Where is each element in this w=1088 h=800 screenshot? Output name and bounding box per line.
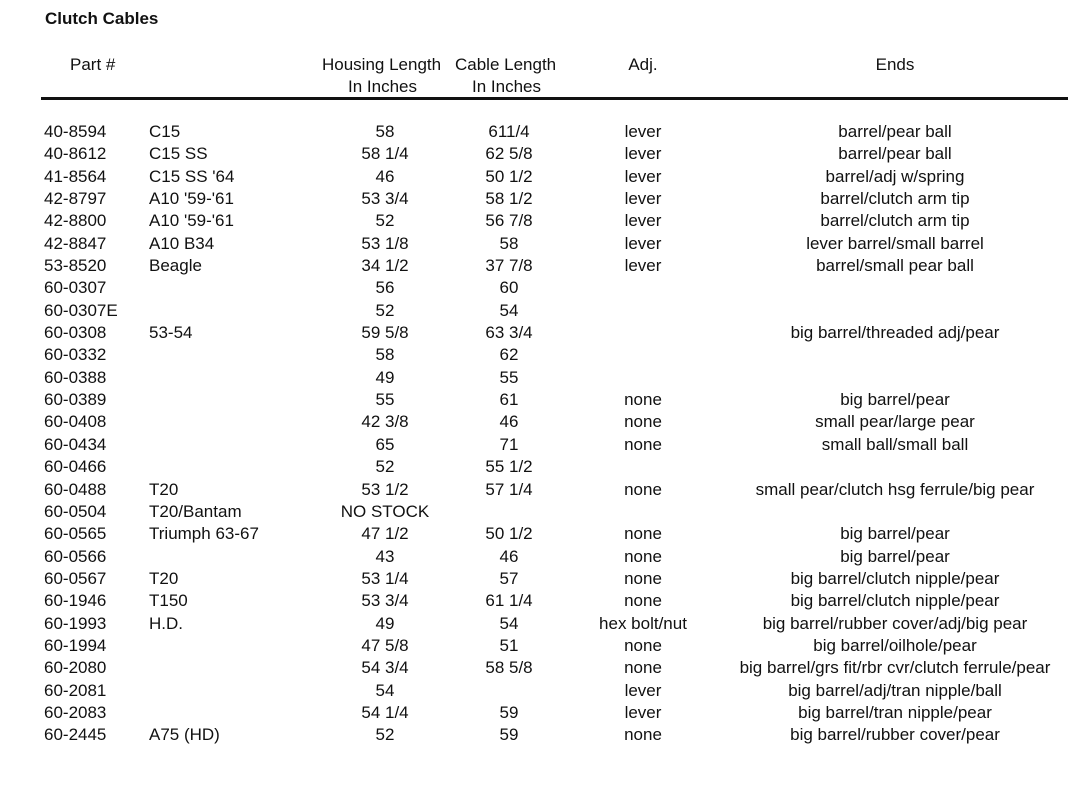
cell-cable-length: 56 7/8 [485,211,533,231]
cell-part-number: 60-0388 [44,367,107,387]
cell-housing-length: 54 1/4 [361,702,409,722]
header-housing-units: In Inches [348,77,417,96]
cell-ends: big barrel/grs fit/rbr cvr/clutch ferrule/pear [739,658,1051,678]
cell-ends: small pear/clutch hsg ferrule/big pear [755,479,1035,499]
cell-part-number: 60-0567 [44,568,107,588]
header-cable-length: Cable Length [455,55,557,74]
cell-adjuster: lever [624,122,662,141]
cell-part-number: 60-2083 [44,702,107,722]
cell-housing-length: 53 3/4 [361,591,409,611]
table-row [0,680,1088,702]
cell-housing-length: 52 [375,725,395,745]
header-housing-length: Housing Length [322,55,442,74]
table-row [0,456,1088,478]
cell-part-number: 60-1994 [44,635,107,655]
cell-adjuster: lever [624,702,662,722]
cell-model: Beagle [149,256,202,276]
cell-part-number: 60-1993 [44,613,107,633]
cell-housing-length: 53 3/4 [361,189,409,209]
cell-housing-length: 58 1/4 [361,144,409,164]
cell-part-number: 60-2445 [44,725,107,745]
cell-ends: big barrel/pear [840,390,950,410]
cell-adjuster: none [624,412,662,432]
cell-adjuster: none [624,390,662,410]
cell-adjuster: hex bolt/nut [599,613,687,633]
cell-part-number: 60-0307E [44,300,118,320]
cell-cable-length: 55 [499,367,519,387]
cell-adjuster: none [624,658,662,678]
cell-part-number: 40-8594 [44,122,107,141]
cell-housing-length: 43 [375,546,395,566]
cell-cable-length: 46 [499,412,519,432]
cell-ends: barrel/pear ball [838,122,952,141]
cell-ends: big barrel/pear [840,546,950,566]
cell-housing-length: 49 [375,367,395,387]
cell-adjuster: lever [624,211,662,231]
table-row [0,590,1088,612]
cell-ends: big barrel/adj/tran nipple/ball [788,680,1002,700]
table-row [0,367,1088,389]
cell-part-number: 60-0307 [44,278,107,298]
cell-part-number: 41-8564 [44,166,107,186]
cell-cable-length: 60 [499,278,519,298]
cell-cable-length: 54 [499,300,519,320]
table-row [0,613,1088,635]
cell-ends: small pear/large pear [815,412,975,432]
table-row [0,568,1088,590]
header-divider [41,97,1068,100]
cell-housing-length: 49 [375,613,395,633]
cell-cable-length: 57 1/4 [485,479,533,499]
cell-part-number: 60-0488 [44,479,107,499]
table-row [0,188,1088,210]
cell-housing-length: 56 [375,278,395,298]
table-row [0,210,1088,232]
cell-adjuster: lever [624,189,662,209]
cell-cable-length: 58 5/8 [485,658,533,678]
cell-cable-length: 46 [499,546,519,566]
table-row [0,233,1088,255]
cell-ends: small ball/small ball [821,434,969,454]
cell-model: A10 '59-'61 [149,189,234,209]
cell-housing-length: 47 5/8 [361,635,409,655]
cell-ends: big barrel/rubber cover/pear [790,725,1000,745]
header-part: Part # [70,55,116,74]
cell-part-number: 60-2080 [44,658,107,678]
cell-model: A10 B34 [149,233,215,253]
header-adj: Adj. [628,55,658,74]
cell-model: 53-54 [149,323,193,343]
cell-cable-length: 611/4 [488,122,530,141]
cell-housing-length: 53 1/2 [361,479,409,499]
cell-ends: big barrel/clutch nipple/pear [790,568,1000,588]
table-row [0,635,1088,657]
cell-ends: big barrel/clutch nipple/pear [790,591,1000,611]
cell-adjuster: lever [624,680,662,700]
cell-housing-length: 54 [375,680,395,700]
cell-model: T20 [149,479,179,499]
cell-cable-length: 59 [499,725,519,745]
cell-housing-length: 65 [375,434,395,454]
cell-ends: barrel/small pear ball [816,256,974,276]
cell-cable-length: 63 3/4 [485,323,533,343]
table-row [0,322,1088,344]
cell-ends: big barrel/oilhole/pear [813,635,977,655]
cell-ends: big barrel/pear [840,524,950,544]
cell-housing-length: 55 [375,390,395,410]
cell-part-number: 40-8612 [44,144,107,164]
cell-cable-length: 62 [499,345,519,365]
cell-model: T20/Bantam [149,501,242,521]
cell-cable-length: 50 1/2 [485,166,533,186]
cell-model: A10 '59-'61 [149,211,234,231]
table-row [0,389,1088,411]
table-row [0,479,1088,501]
cell-cable-length: 54 [499,613,519,633]
cell-housing-length: NO STOCK [340,501,430,521]
cell-housing-length: 46 [375,166,395,186]
cell-adjuster: none [624,568,662,588]
cell-housing-length: 58 [375,345,395,365]
cell-cable-length: 57 [499,568,519,588]
cell-part-number: 60-0434 [44,434,107,454]
cell-cable-length: 37 7/8 [485,256,533,276]
cell-adjuster: none [624,546,662,566]
cell-cable-length: 62 5/8 [485,144,533,164]
table-row [0,300,1088,322]
cell-housing-length: 53 1/4 [361,568,409,588]
table-row [0,411,1088,433]
cell-ends: big barrel/threaded adj/pear [790,323,1000,343]
cell-ends: big barrel/rubber cover/adj/big pear [762,613,1028,633]
cell-part-number: 53-8520 [44,256,107,276]
cell-housing-length: 47 1/2 [361,524,409,544]
cell-housing-length: 53 1/8 [361,233,409,253]
cell-cable-length: 51 [499,635,519,655]
cell-part-number: 60-2081 [44,680,107,700]
cell-adjuster: none [624,479,662,499]
table-row [0,657,1088,679]
header-cable-units: In Inches [472,77,541,96]
cell-cable-length: 58 [499,233,519,253]
cell-housing-length: 34 1/2 [361,256,409,276]
table-row [0,501,1088,523]
cell-part-number: 60-0565 [44,524,107,544]
cell-part-number: 60-0332 [44,345,107,365]
table-row [0,523,1088,545]
page-title: Clutch Cables [45,9,159,28]
header-ends: Ends [875,55,915,74]
table-row [0,546,1088,568]
cell-cable-length: 61 1/4 [485,591,533,611]
cell-model: A75 (HD) [149,725,220,745]
cell-ends: barrel/adj w/spring [825,166,965,186]
cell-model: C15 SS '64 [149,166,235,186]
cell-ends: barrel/clutch arm tip [820,189,970,209]
cell-cable-length: 59 [499,702,519,722]
cell-housing-length: 42 3/8 [361,412,409,432]
cell-cable-length: 55 1/2 [485,457,533,477]
cell-adjuster: none [624,591,662,611]
cell-adjuster: none [624,635,662,655]
cell-model: T20 [149,568,179,588]
table-row [0,143,1088,165]
cell-adjuster: none [624,725,662,745]
cell-model: H.D. [149,613,183,633]
cell-ends: barrel/clutch arm tip [820,211,970,231]
cell-part-number: 42-8800 [44,211,107,231]
cell-model: C15 [149,122,181,141]
cell-part-number: 60-1946 [44,591,107,611]
cell-adjuster: lever [624,233,662,253]
cell-adjuster: none [624,434,662,454]
cell-cable-length: 58 1/2 [485,189,533,209]
table-row [0,344,1088,366]
cell-cable-length: 50 1/2 [485,524,533,544]
cell-model: T150 [149,591,188,611]
table-row [0,724,1088,746]
cell-housing-length: 58 [375,122,395,141]
cell-housing-length: 54 3/4 [361,658,409,678]
cell-housing-length: 52 [375,211,395,231]
table-row [0,255,1088,277]
cell-part-number: 60-0504 [44,501,107,521]
cable-table [0,121,1088,747]
cell-part-number: 60-0308 [44,323,107,343]
cell-ends: lever barrel/small barrel [806,233,984,253]
cell-ends: big barrel/tran nipple/pear [798,702,992,722]
cell-housing-length: 52 [375,300,395,320]
cell-model: C15 SS [149,144,208,164]
cell-adjuster: lever [624,166,662,186]
cell-part-number: 42-8797 [44,189,107,209]
cell-part-number: 60-0466 [44,457,107,477]
cell-adjuster: lever [624,144,662,164]
table-row [0,434,1088,456]
cell-part-number: 42-8847 [44,233,107,253]
cell-model: Triumph 63-67 [149,524,259,544]
table-row [0,166,1088,188]
cell-cable-length: 71 [499,434,519,454]
cell-adjuster: lever [624,256,662,276]
table-row [0,702,1088,724]
cell-adjuster: none [624,524,662,544]
table-row [0,121,1088,143]
cell-part-number: 60-0389 [44,390,107,410]
cell-ends: barrel/pear ball [838,144,952,164]
cell-housing-length: 59 5/8 [361,323,409,343]
cell-cable-length: 61 [499,390,519,410]
cell-part-number: 60-0408 [44,412,107,432]
table-row [0,277,1088,299]
cell-housing-length: 52 [375,457,395,477]
cell-part-number: 60-0566 [44,546,107,566]
